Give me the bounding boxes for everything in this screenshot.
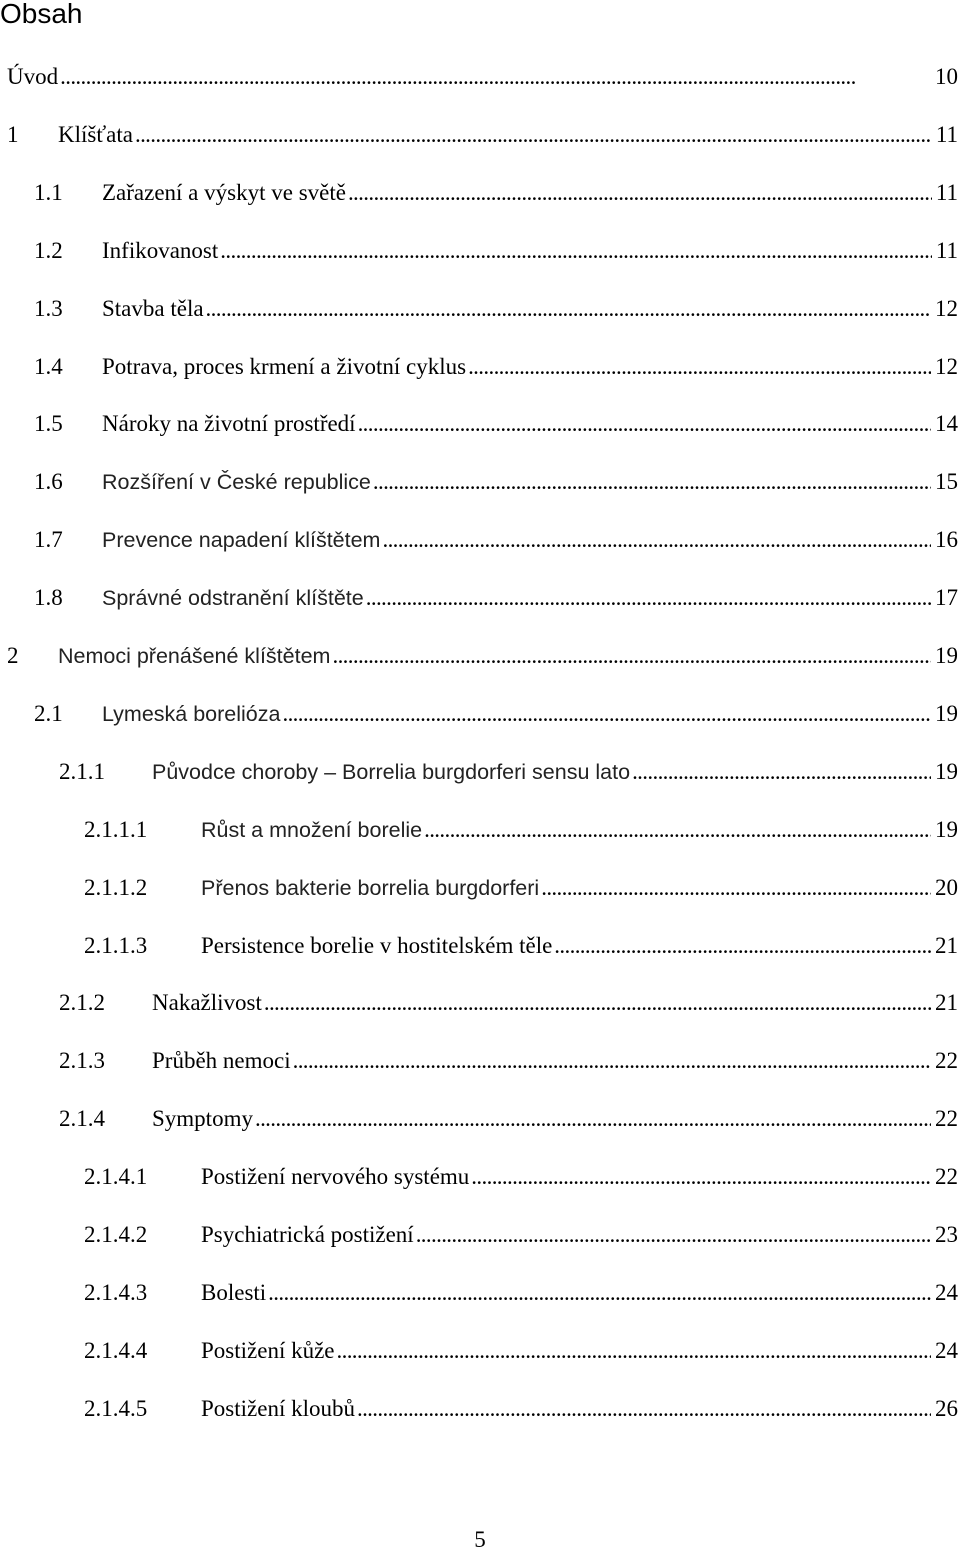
toc-entry[interactable]: [84, 1219, 958, 1251]
toc-entry[interactable]: [34, 524, 958, 556]
toc-dot-leader: [468, 351, 931, 383]
toc-dot-leader: [373, 466, 931, 498]
toc-entry[interactable]: [84, 930, 958, 962]
toc-entry-page: 26: [935, 1396, 958, 1421]
toc-dot-leader: [282, 698, 931, 730]
toc-dot-leader: [357, 1393, 931, 1425]
toc-entry-number: 1.5: [34, 411, 63, 436]
toc-entry[interactable]: [7, 119, 958, 151]
toc-entry-number: 1.1: [34, 180, 63, 205]
toc-entry-page: 24: [935, 1280, 958, 1305]
toc-entry-title: Postižení kloubů: [201, 1396, 355, 1421]
toc-entry-number: 1.3: [34, 296, 63, 321]
toc-entry-title: Nakažlivost: [152, 990, 262, 1015]
toc-entry-number: 2.1.4.5: [84, 1396, 148, 1421]
toc-entry-title: Úvod: [7, 64, 59, 89]
toc-entry[interactable]: [34, 293, 958, 325]
toc-entry-number: 2.1.1.2: [84, 875, 148, 900]
toc-entry-number: 1.2: [34, 238, 63, 263]
toc-dot-leader: [135, 119, 932, 151]
toc-entry[interactable]: [7, 61, 958, 93]
toc-entry-title: Nemoci přenášené klíštětem: [58, 644, 331, 668]
toc-entry-number: 2.1.4.2: [84, 1222, 148, 1247]
toc-entry-page: 20: [935, 875, 958, 900]
toc-dot-leader: [337, 1335, 932, 1367]
toc-entry-number: 2.1: [34, 701, 63, 726]
toc-entry-title: Lymeská borelióza: [102, 702, 281, 726]
toc-dot-leader: [424, 814, 931, 846]
toc-entry-number: 2.1.4.4: [84, 1338, 148, 1363]
toc-dot-leader: [541, 872, 931, 904]
toc-entry[interactable]: [34, 698, 958, 730]
toc-entry[interactable]: [84, 814, 958, 846]
toc-entry-number: 2.1.2: [59, 990, 105, 1015]
toc-entry-page: 17: [935, 585, 958, 610]
toc-dot-leader: [268, 1277, 931, 1309]
toc-entry-number: 2.1.3: [59, 1048, 105, 1073]
toc-entry-page: 12: [935, 296, 958, 321]
toc-entry-page: 14: [935, 411, 958, 436]
toc-entry-page: 15: [935, 469, 958, 494]
toc-entry-page: 11: [935, 238, 958, 263]
toc-entry-page: 19: [935, 759, 958, 784]
toc-entry-title: Růst a množení borelie: [201, 818, 423, 842]
toc-entry-page: 22: [935, 1048, 958, 1073]
toc-entry-title: Symptomy: [152, 1106, 253, 1131]
toc-entry-title: Průběh nemoci: [152, 1048, 291, 1073]
toc-entry[interactable]: [84, 1393, 958, 1425]
toc-dot-leader: [293, 1045, 931, 1077]
toc-entry-title: Bolesti: [201, 1280, 267, 1305]
toc-entry-page: 19: [935, 817, 958, 842]
toc-dot-leader: [206, 293, 931, 325]
toc-entry-page: 24: [935, 1338, 958, 1363]
toc-entry[interactable]: [84, 1277, 958, 1309]
toc-entry-number: 1.6: [34, 469, 63, 494]
toc-entry-page: 21: [935, 990, 958, 1015]
toc-entry-title: Rozšíření v České republice: [102, 470, 371, 494]
toc-entry-title: Stavba těla: [102, 296, 204, 321]
toc-entry-number: 2.1.4.3: [84, 1280, 148, 1305]
toc-dot-leader: [220, 235, 932, 267]
toc-entry-number: 1.7: [34, 527, 63, 552]
toc-entry-page: 12: [935, 354, 958, 379]
toc-entry[interactable]: [84, 1335, 958, 1367]
toc-entry-page: 22: [935, 1106, 958, 1131]
toc-entry-number: 2.1.1.1: [84, 817, 148, 842]
toc-entry-title: Nároky na životní prostředí: [102, 411, 356, 436]
toc-entry-title: Přenos bakterie borrelia burgdorferi: [201, 876, 540, 900]
toc-entry-number: 1: [7, 122, 19, 147]
toc-entry-title: Zařazení a výskyt ve světě: [102, 180, 346, 205]
toc-entry-title: Potrava, proces krmení a životní cyklus: [102, 354, 467, 379]
toc-entry-page: 11: [935, 122, 958, 147]
toc-dot-leader: [366, 582, 931, 614]
toc-entry-number: 1.4: [34, 354, 63, 379]
toc-entry-title: Postižení nervového systému: [201, 1164, 470, 1189]
toc-entry[interactable]: [34, 177, 958, 209]
toc-dot-leader: [348, 177, 932, 209]
toc-entry[interactable]: [59, 1103, 958, 1135]
toc-entry[interactable]: [7, 640, 958, 672]
toc-entry-page: 19: [935, 643, 958, 668]
toc-dot-leader: [632, 756, 931, 788]
toc-entry-title: Původce choroby – Borrelia burgdorferi sensu lato: [152, 760, 631, 784]
toc-entry-number: 2.1.4.1: [84, 1164, 148, 1189]
toc-dot-leader: [255, 1103, 931, 1135]
toc-dot-leader: [264, 987, 931, 1019]
toc-entry-page: 22: [935, 1164, 958, 1189]
toc-entry[interactable]: [34, 466, 958, 498]
toc-entry-page: 16: [935, 527, 958, 552]
toc-entry[interactable]: [84, 872, 958, 904]
toc-entry-page: 23: [935, 1222, 958, 1247]
toc-entry-page: 10: [935, 64, 958, 89]
toc-entry-page: 21: [935, 933, 958, 958]
toc-entry[interactable]: [59, 1045, 958, 1077]
toc-entry-number: 2.1.4: [59, 1106, 105, 1131]
toc-entry[interactable]: [84, 1161, 958, 1193]
toc-dot-leader: [60, 61, 931, 93]
toc-dot-leader: [382, 524, 931, 556]
toc-entry[interactable]: [34, 235, 958, 267]
toc-entry-number: 2.1.1: [59, 759, 105, 784]
toc-dot-leader: [358, 408, 931, 440]
page-number: 5: [474, 1527, 486, 1552]
toc-entry-title: Klíšťata: [58, 122, 133, 147]
toc-entry-title: Psychiatrická postižení: [201, 1222, 414, 1247]
toc-entry-title: Postižení kůže: [201, 1338, 335, 1363]
page-title: Obsah: [0, 0, 83, 29]
toc-entry-number: 2.1.1.3: [84, 933, 148, 958]
toc-dot-leader: [332, 640, 931, 672]
toc-entry-title: Infikovanost: [102, 238, 219, 263]
toc-entry-title: Prevence napadení klíštětem: [102, 528, 381, 552]
toc-entry-number: 1.8: [34, 585, 63, 610]
toc-entry-page: 19: [935, 701, 958, 726]
toc-entry[interactable]: [34, 582, 958, 614]
toc-dot-leader: [471, 1161, 931, 1193]
toc-entry[interactable]: [34, 351, 958, 383]
toc-entry[interactable]: [34, 408, 958, 440]
toc-dot-leader: [416, 1219, 931, 1251]
toc-entry-title: Správné odstranění klíštěte: [102, 586, 364, 610]
toc-entry-page: 11: [935, 180, 958, 205]
toc-entry-number: 2: [7, 643, 19, 668]
toc-entry[interactable]: [59, 987, 958, 1019]
toc-entry[interactable]: [59, 756, 958, 788]
toc-dot-leader: [554, 930, 931, 962]
toc-entry-title: Persistence borelie v hostitelském těle: [201, 933, 553, 958]
